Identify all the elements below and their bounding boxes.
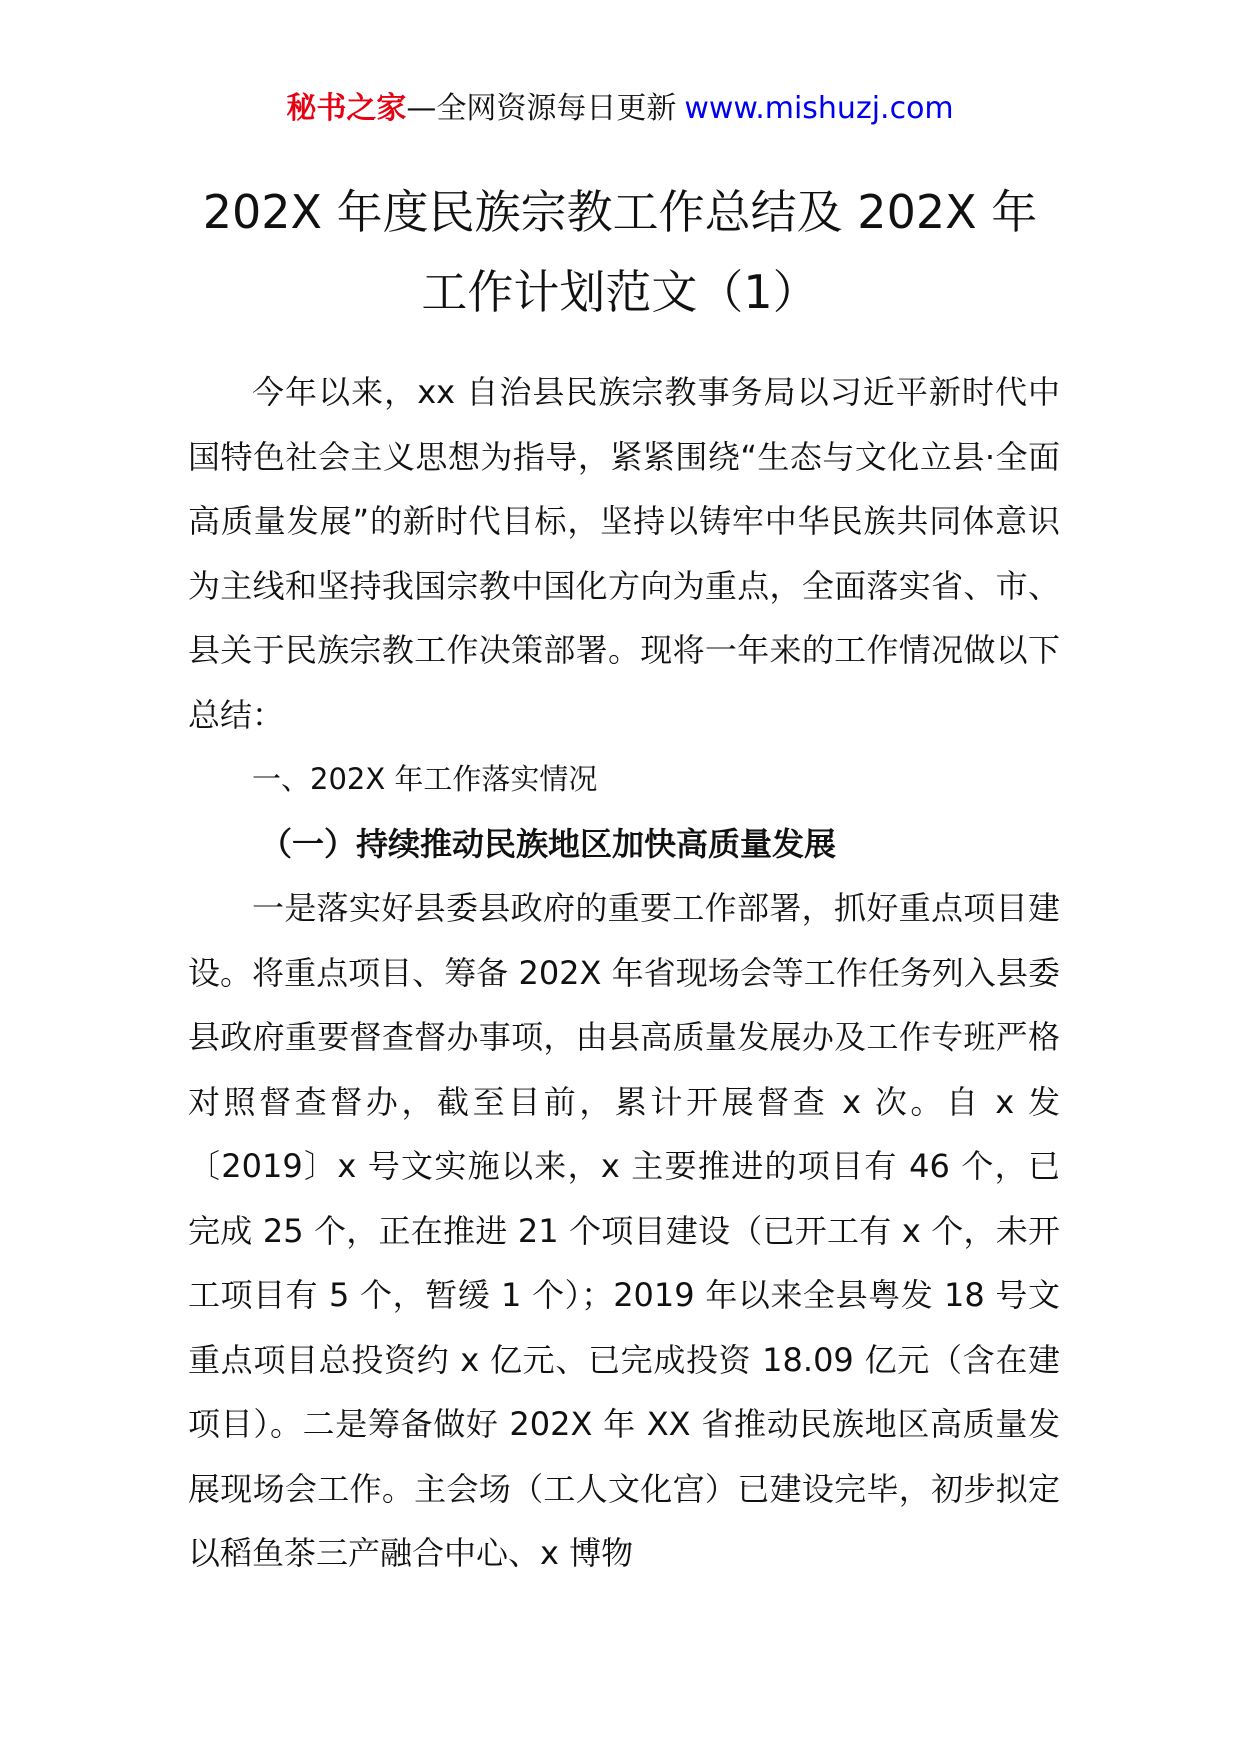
subsection-heading: （一）持续推动民族地区加快高质量发展	[260, 824, 837, 863]
title-line-1: 202X 年度民族宗教工作总结及 202X 年	[202, 185, 1038, 239]
section-heading: 一、202X 年工作落实情况	[252, 762, 598, 796]
body-paragraph: 一是落实好县委县政府的重要工作部署，抓好重点项目建设。将重点项目、筹备 202X 年省现场会等工作任务列入县委县政府重要督查督办事项，由县高质量发展办及工作专班严格对照督查督办，截至目前，累计开展督查 x 次。自 x 发〔2019〕x 号文实施以来，x 主要推进的项目有 46 个，已完成 25 个，正在推进 21 个项目建设（已开工有 x 个，未开工项目有 5 个，暂缓 1 个）；2019 年以来全县粤发 18 号文重点项目总投资约 x 亿元、已完成投资 18.09 亿元（含在建项目）。二是筹备做好 202X 年 XX 省推动民族地区高质量发展现场会工作。主会场（工人文化宫）已建设完毕，初步拟定以稻鱼茶三产融合中心、x 博物	[188, 889, 1060, 1572]
intro-paragraph: 今年以来，xx 自治县民族宗教事务局以习近平新时代中国特色社会主义思想为指导，紧紧围绕“生态与文化立县·全面高质量发展”的新时代目标，坚持以铸牢中华民族共同体意识为主线和坚持我国宗教中国化方向为重点，全面落实省、市、县关于民族宗教工作决策部署。现将一年来的工作情况做以下总结：	[188, 373, 1060, 734]
brand-name: 秘书之家	[286, 91, 407, 126]
site-header	[0, 86, 1240, 132]
header-slogan: —全网资源每日更新	[406, 91, 677, 126]
title-line-2: 工作计划范文（1）	[421, 265, 819, 319]
document-title	[150, 172, 1090, 332]
site-url-link[interactable]: www.mishuzj.com	[684, 91, 954, 126]
document-body	[188, 360, 1060, 1586]
